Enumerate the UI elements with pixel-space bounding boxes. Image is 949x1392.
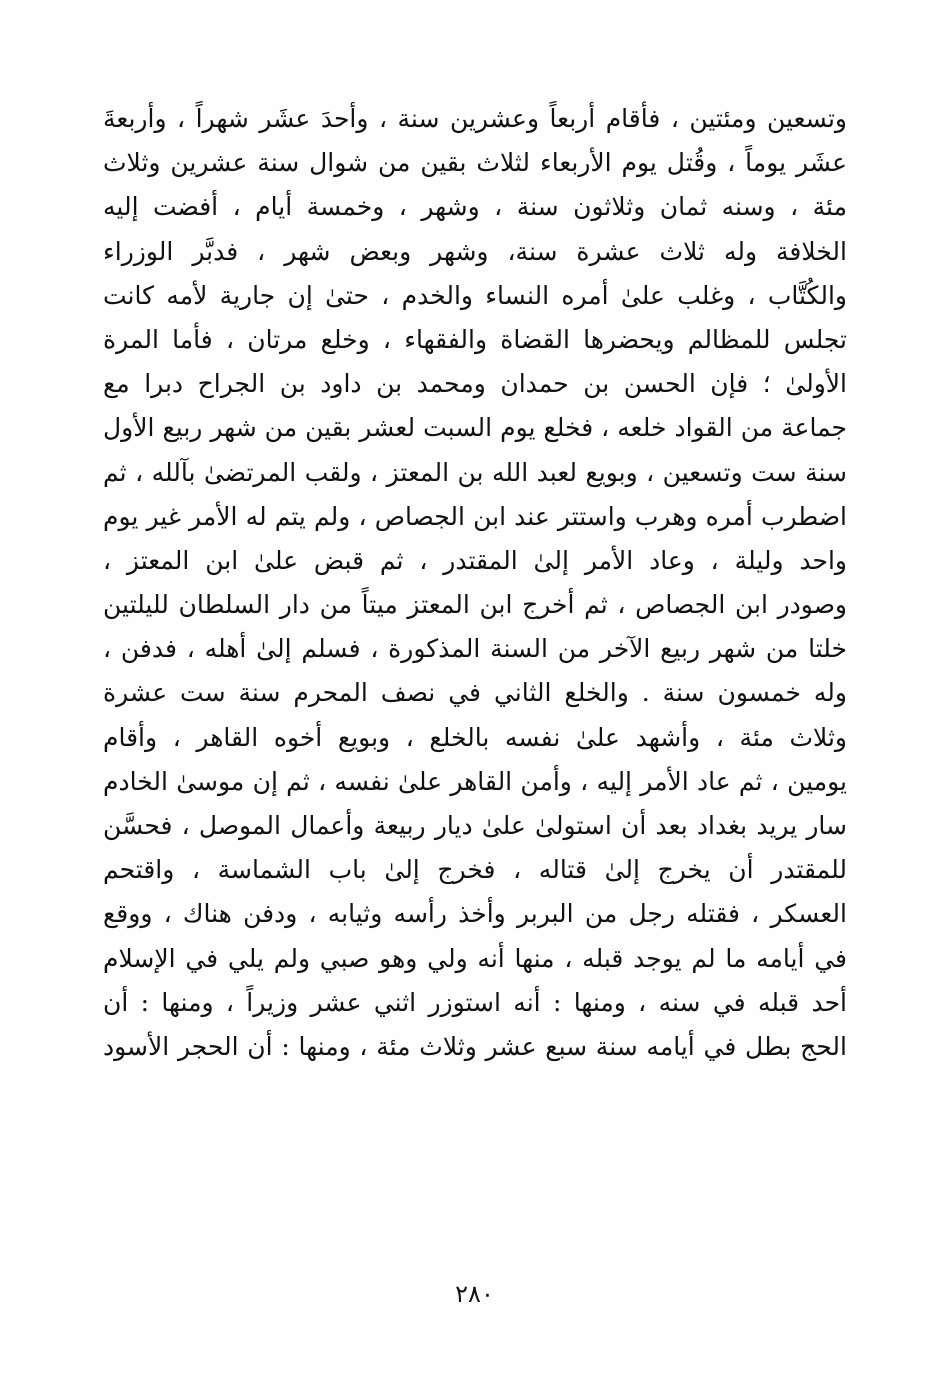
text-line: الأولىٰ ؛ فإن الحسن بن حمدان ومحمد بن داود بن الجراح دبرا مع (103, 369, 847, 399)
text-line: سار يريد بغداد بعد أن استولىٰ علىٰ ديار ربيعة وأعمال الموصل ، فحسَّن (103, 811, 847, 840)
text-line: وثلاث مئة ، وأشهد علىٰ نفسه بالخلع ، وبويع أخوه القاهر ، وأقام (103, 722, 847, 752)
text-line: جماعة من القواد خلعه ، فخلع يوم السبت لعشر بقين من شهر ربيع الأول (103, 413, 847, 443)
text-line: تجلس للمظالم ويحضرها القضاة والفقهاء ، وخلع مرتان ، فأما المرة (103, 324, 847, 354)
page-number: ٢٨٠ (455, 1280, 494, 1308)
text-line: للمقتدر أن يخرج إلىٰ قتاله ، فخرج إلىٰ باب الشماسة ، واقتحم (103, 855, 847, 885)
text-line: في أيامه ما لم يوجد قبله ، منها أنه ولي وهو صبي ولم يلي في الإسلام (103, 943, 847, 973)
text-line: وصودر ابن الجصاص ، ثم أخرج ابن المعتز ميتاً من دار السلطان لليلتين (103, 590, 847, 620)
text-line: خلتا من شهر ربيع الآخر من السنة المذكورة ، فسلم إلىٰ أهله ، فدفن ، (103, 634, 847, 664)
text-line: عشَر يوماً ، وقُتل يوم الأربعاء لثلاث بقين من شوال سنة عشرين وثلاث (103, 148, 847, 178)
text-line: مئة ، وسنه ثمان وثلاثون سنة ، وشهر ، وخمسة أيام ، أفضت إليه (103, 192, 847, 222)
body-text (103, 97, 847, 1069)
text-line: الحج بطل في أيامه سنة سبع عشر وثلاث مئة ، ومنها : أن الحجر الأسود (103, 1031, 847, 1061)
text-line: الخلافة وله ثلاث عشرة سنة، وشهر وبعض شهر ، فدبَّر الوزراء (103, 236, 847, 266)
text-line: والكُتَّاب ، وغلب علىٰ أمره النساء والخدم ، حتىٰ إن جارية لأمه كانت (103, 280, 847, 310)
text-line: اضطرب أمره وهرب واستتر عند ابن الجصاص ، ولم يتم له الأمر غير يوم (103, 501, 847, 531)
text-line: وتسعين ومئتين ، فأقام أربعاً وعشرين سنة ، وأحدَ عشَر شهراً ، وأربعةَ (103, 104, 847, 133)
text-line: واحد وليلة ، وعاد الأمر إلىٰ المقتدر ، ثم قبض علىٰ ابن المعتز ، (103, 545, 847, 575)
text-line: سنة ست وتسعين ، وبويع لعبد الله بن المعتز ، ولقب المرتضىٰ بآلله ، ثم (103, 457, 847, 487)
text-line: وله خمسون سنة . والخلع الثاني في نصف المحرم سنة ست عشرة (103, 678, 847, 708)
text-line: يومين ، ثم عاد الأمر إليه ، وأمن القاهر علىٰ نفسه ، ثم إن موسىٰ الخادم (103, 766, 847, 796)
text-line: العسكر ، فقتله رجل من البربر وأخذ رأسه وثيابه ، ودفن هناك ، ووقع (103, 899, 847, 929)
text-line: أحد قبله في سنه ، ومنها : أنه استوزر اثني عشر وزيراً ، ومنها : أن (103, 987, 847, 1017)
